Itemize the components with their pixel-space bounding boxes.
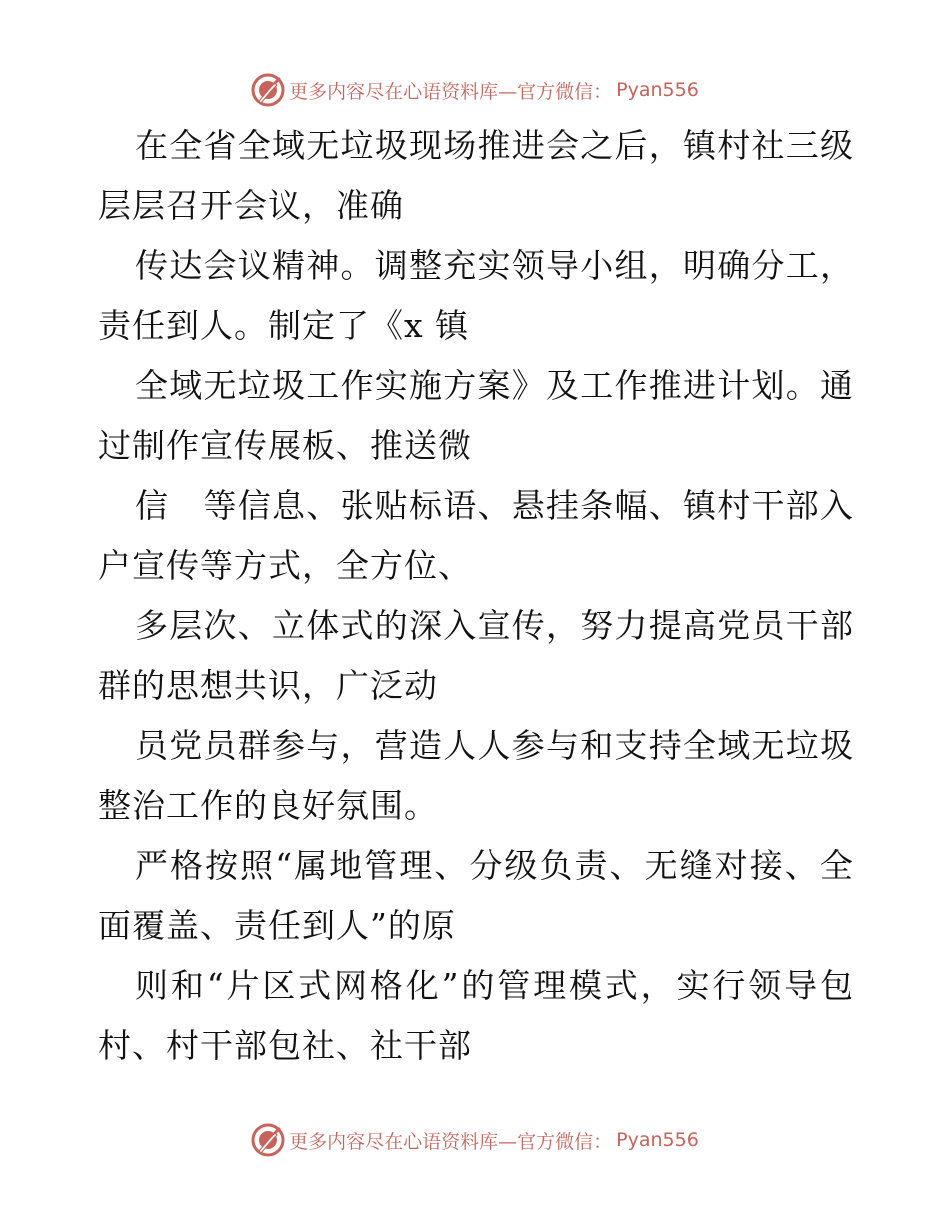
text-line: 过制作宣传展板、推送微 (98, 426, 472, 465)
text-line: 责任到人。制定了《x 镇 (98, 306, 470, 345)
text-line: 面覆盖、责任到人”的原 (98, 906, 456, 945)
text-line: 在 全 省 全 域 无 垃 圾 现 场 推 进 会 之 后 ， 镇 村 社 三 级 (135, 126, 854, 165)
watermark-text-en: Pyan556 (616, 79, 699, 101)
text-line: 村、村干部包社、社干部 (98, 1026, 472, 1065)
text-line: 传 达 会 议 精 神 。 调 整 充 实 领 导 小 组 ， 明 确 分 工 ， (135, 246, 854, 285)
watermark-text-cn: 更多内容尽在心语资料库—官方微信： (289, 80, 613, 103)
pen-logo-icon (251, 73, 285, 107)
text-line: 信 等 信 息 、 张 贴 标 语 、 悬 挂 条 幅 、 镇 村 干 部 入 (135, 486, 854, 525)
text-line: 员 党 员 群 参 与 ， 营 造 人 人 参 与 和 支 持 全 域 无 垃 圾 (135, 726, 854, 765)
text-line: 多 层 次 、 立 体 式 的 深 入 宣 传 ， 努 力 提 高 党 员 干 部 (135, 606, 854, 645)
document-body (98, 116, 854, 1076)
text-line: 群的思想共识，广泛动 (98, 666, 438, 705)
text-line: 严 格 按 照 “ 属 地 管 理 、 分 级 负 责 、 无 缝 对 接 、 全 (135, 846, 854, 885)
text-line: 则 和 “ 片 区 式 网 格 化 ” 的 管 理 模 式 ， 实 行 领 导 包 (135, 966, 854, 1005)
pen-logo-icon (251, 1123, 285, 1157)
text-line: 层层召开会议，准确 (98, 186, 404, 225)
watermark-text-en: Pyan556 (616, 1129, 699, 1151)
text-line: 全 域 无 垃 圾 工 作 实 施 方 案 》 及 工 作 推 进 计 划 。 通 (135, 366, 854, 405)
watermark-text-cn: 更多内容尽在心语资料库—官方微信： (289, 1130, 613, 1153)
header-watermark (0, 70, 950, 110)
text-line: 户宣传等方式，全方位、 (98, 546, 472, 585)
text-line: 整治工作的良好氛围。 (98, 786, 438, 825)
footer-watermark (0, 1120, 950, 1160)
